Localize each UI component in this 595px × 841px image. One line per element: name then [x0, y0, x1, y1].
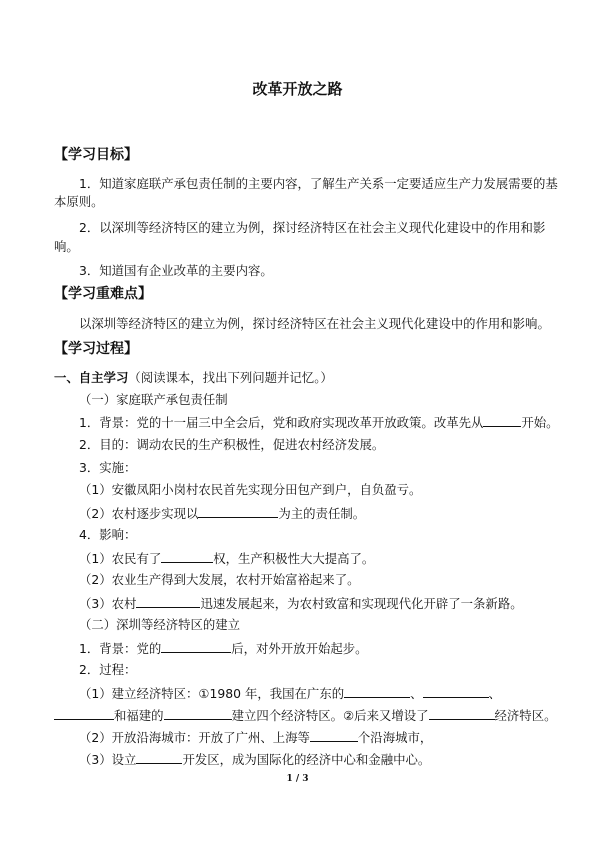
sub-2-title: （二）深圳等经济特区的建立: [79, 617, 241, 632]
sub-1-implementation: 3．实施：: [79, 460, 137, 475]
fill-blank[interactable]: [136, 751, 182, 764]
fill-blank[interactable]: [423, 685, 489, 698]
fill-blank[interactable]: [54, 707, 114, 720]
goal-2-line-1: 2．以深圳等经济特区的建立为例，探讨经济特区在社会主义现代化建设中的作用和影: [79, 220, 546, 235]
section-heading-process: 【学习过程】: [54, 341, 138, 357]
sub-1-effect: 4．影响：: [79, 527, 137, 542]
sub-1-effect-3: [79, 595, 523, 612]
sub-2-process-2-text-a: （2）开放沿海城市：开放了广州、上海等: [79, 730, 310, 745]
goal-2-line-2: 响。: [54, 239, 79, 254]
sub-1-effect-3-text-a: （3）农村: [79, 596, 137, 611]
sub-1-implementation-2: [79, 505, 365, 522]
sub-1-effect-1-text-b: 权，生产积极性大大提高了。: [213, 551, 375, 566]
sub-1-background-text-a: 1．背景：党的十一届三中全会后，党和政府实现改革开放政策。改革先从: [79, 415, 484, 430]
fill-blank[interactable]: [310, 729, 358, 742]
sub-2-background: [79, 640, 368, 657]
key-point-text: 以深圳等经济特区的建立为例，探讨经济特区在社会主义现代化建设中的作用和影响。: [79, 316, 550, 331]
sub-2-process-1-line-1: [79, 685, 501, 702]
sub-2-background-text-a: 1．背景：党的: [79, 641, 162, 656]
sub-2-process-1-text-b: 和福建的: [114, 708, 164, 723]
goal-3: 3．知道国有企业改革的主要内容。: [79, 263, 273, 278]
sub-2-process: 2．过程：: [79, 662, 137, 677]
fill-blank[interactable]: [198, 505, 278, 518]
sub-2-process-1-line-2: [54, 707, 556, 724]
sub-1-effect-1: [79, 550, 374, 567]
fill-blank[interactable]: [483, 414, 521, 427]
sub-2-process-1-separator-2: 、: [488, 686, 501, 701]
sub-2-process-3-text-b: 开发区，成为国际化的经济中心和金融中心。: [182, 752, 431, 767]
section-heading-key-points: 【学习重难点】: [54, 286, 152, 302]
sub-1-implementation-2-text-a: （2）农村逐步实现以: [79, 506, 199, 521]
fill-blank[interactable]: [164, 707, 232, 720]
sub-2-process-3-text-a: （3）设立: [79, 752, 137, 767]
sub-2-process-2: [79, 729, 432, 746]
part-1-heading-line: [54, 370, 333, 386]
sub-2-background-text-b: 后，对外开放开始起步。: [231, 641, 368, 656]
fill-blank[interactable]: [429, 707, 495, 720]
sub-1-title: （一）家庭联产承包责任制: [79, 392, 228, 407]
fill-blank[interactable]: [161, 550, 213, 563]
fill-blank[interactable]: [136, 595, 200, 608]
goal-1-line-2: 本原则。: [54, 194, 104, 209]
sub-1-effect-3-text-b: 迅速发展起来，为农村致富和实现现代化开辟了一条新路。: [200, 596, 523, 611]
sub-2-process-1-text-c: 建立四个经济特区。②后来又增设了: [231, 708, 429, 723]
page-title: 改革开放之路: [252, 80, 343, 98]
sub-2-process-2-text-b: 个沿海城市，: [357, 730, 433, 745]
sub-1-effect-2: （2）农业生产得到大发展，农村开始富裕起来了。: [79, 572, 360, 587]
sub-2-process-1-separator-1: 、: [410, 686, 423, 701]
sub-1-background-text-b: 开始。: [521, 415, 559, 430]
sub-1-background: [79, 414, 559, 431]
fill-blank[interactable]: [161, 640, 231, 653]
part-1-heading: 一、自主学习: [54, 370, 129, 385]
part-1-note: （阅读课本，找出下列问题并记忆。）: [128, 370, 333, 385]
fill-blank[interactable]: [344, 685, 410, 698]
section-heading-goals: 【学习目标】: [54, 147, 138, 163]
sub-1-effect-1-text-a: （1）农民有了: [79, 551, 162, 566]
sub-1-goal: 2．目的：调动农民的生产积极性，促进农村经济发展。: [79, 437, 385, 452]
goal-1-line-1: 1．知道家庭联产承包责任制的主要内容，了解生产关系一定要适应生产力发展需要的基: [79, 176, 558, 191]
sub-2-process-1-text-d: 经济特区。: [494, 708, 557, 723]
sub-2-process-3: [79, 751, 430, 768]
sub-1-implementation-2-text-b: 为主的责任制。: [278, 506, 366, 521]
page-number: 1 / 3: [286, 774, 309, 784]
sub-2-process-1-text-a: （1）建立经济特区：①1980 年，我国在广东的: [79, 686, 345, 701]
sub-1-implementation-1: （1）安徽凤阳小岗村农民首先实现分田包产到户，自负盈亏。: [79, 482, 422, 497]
